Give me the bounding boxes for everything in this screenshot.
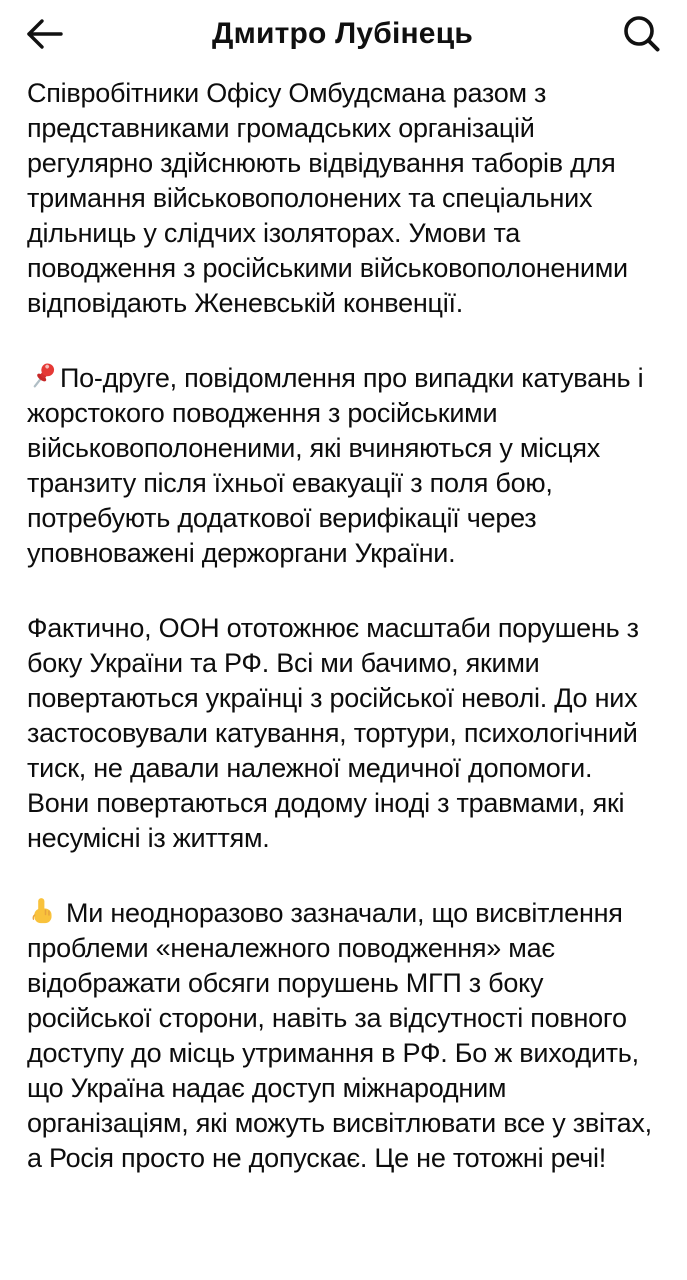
search-button[interactable] — [617, 9, 667, 59]
page-title[interactable]: Дмитро Лубінець — [212, 17, 473, 50]
back-button[interactable] — [18, 9, 68, 59]
index-pointing-up-emoji-icon — [27, 896, 58, 927]
pushpin-emoji-icon — [27, 361, 58, 392]
paragraph-1 — [27, 76, 660, 321]
post-content — [0, 66, 687, 1176]
paragraph-3 — [27, 611, 660, 856]
back-arrow-icon — [21, 12, 65, 56]
app-bar — [0, 0, 687, 66]
paragraph-text: Фактично, ООН ототожнює масштаби порушень з боку України та РФ. Всі ми бачимо, якими повертаються українці з російської неволі. До них застосовували катування, тортури, психологічний тиск, не давали належної медичної допомоги. Вони повертаються додому іноді з травмами, які несумісні із життям. — [27, 613, 639, 853]
paragraph-text: Співробітники Офісу Омбудсмана разом з представниками громадських організацій регулярно здійснюють відвідування таборів для тримання військовополонених та спеціальних дільниць у слідчих ізоляторах. Умови та поводження з російськими військовополоненими відповідають Женевській конвенції. — [27, 78, 628, 318]
paragraph-2 — [27, 361, 660, 571]
paragraph-4 — [27, 896, 660, 1176]
paragraph-text: По-друге, повідомлення про випадки катувань і жорстокого поводження з російськими військовополоненими, які вчиняються у місцях транзиту після їхньої евакуації з поля бою, потребують додаткової верифікації через уповноважені держоргани України. — [27, 363, 644, 568]
search-icon — [619, 11, 665, 57]
paragraph-text: Ми неодноразово зазначали, що висвітлення проблеми «неналежного поводження» має відображати обсяги порушень МГП з боку російської сторони, навіть за відсутності повного доступу до місць утримання в РФ. Бо ж виходить, що Україна надає доступ міжнародним організаціям, які можуть висвітлювати все у звітах, а Росія просто не допускає. Це не тотожні речі! — [27, 898, 652, 1173]
